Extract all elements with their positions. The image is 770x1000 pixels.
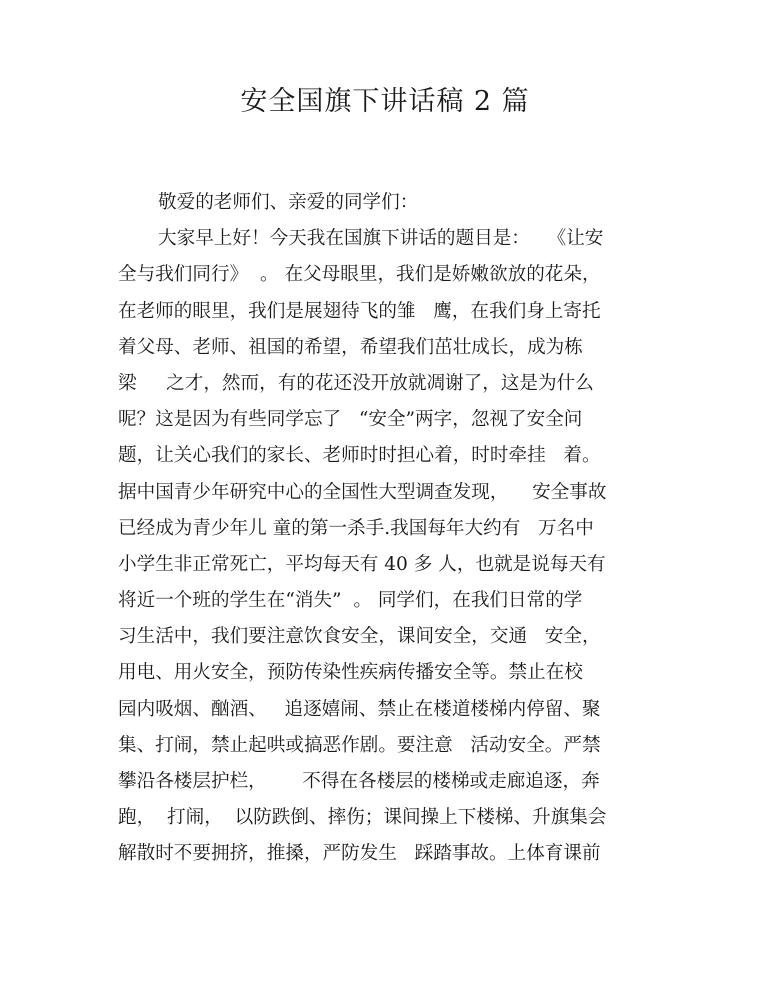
paragraph-line: 已经成为青少年儿 童的第一杀手.我国每年大约有 万名中 <box>118 517 594 539</box>
paragraph-line: 小学生非正常死亡，平均每天有 40 多 人，也就是说每天有 <box>118 553 606 575</box>
paragraph-line: 习生活中，我们要注意饮食安全，课间安全，交通 安全， <box>118 626 601 648</box>
paragraph-line: 呢？这是因为有些同学忘了 “安全”两字，忽视了安全问 <box>118 409 583 431</box>
paragraph-line: 梁 之才，然而，有的花还没开放就凋谢了，这是为什么 <box>118 372 594 394</box>
paragraph-line: 集、打闹，禁止起哄或搞恶作剧。要注意 活动安全。严禁 <box>118 734 601 756</box>
paragraph-line: 题，让关心我们的家长、老师时时担心着，时时牵挂 着。 <box>118 445 601 467</box>
salutation-line: 敬爱的老师们、亲爱的同学们： <box>158 192 419 213</box>
paragraph-line: 着父母、老师、祖国的希望，希望我们茁壮成长，成为栋 <box>118 336 583 358</box>
paragraph-line: 全与我们同行》 。 在父母眼里，我们是娇嫩欲放的花朵， <box>118 264 601 286</box>
paragraph-line: 攀沿各楼层护栏， 不得在各楼层的楼梯或走廊追逐，奔 <box>118 771 600 792</box>
paragraph-line: 解散时不要拥挤，推搡，严防发生 踩踏事故。上体育课前 <box>118 843 601 865</box>
paragraph-line: 将近一个班的学生在“消失” 。 同学们，在我们日常的学 <box>118 590 583 612</box>
paragraph-line: 据中国青少年研究中心的全国性大型调查发现， 安全事故 <box>118 481 607 503</box>
paragraph-line: 用电、用火安全，预防传染性疾病传播安全等。禁止在校 <box>118 662 583 684</box>
paragraph-line: 园内吸烟、酗酒、 追逐嬉闹、禁止在楼道楼梯内停留、聚 <box>118 698 601 720</box>
paragraph-line: 在老师的眼里，我们是展翅待飞的雏 鹰，在我们身上寄托 <box>118 300 601 322</box>
document-title: 安全国旗下讲话稿 2 篇 <box>240 86 530 117</box>
document-body <box>118 185 663 873</box>
paragraph-line: 跑， 打闹， 以防跌倒、摔伤；课间操上下楼梯、升旗集会 <box>118 807 607 829</box>
paragraph-line: 大家早上好！今天我在国旗下讲话的题目是： 《让安 <box>158 228 604 250</box>
